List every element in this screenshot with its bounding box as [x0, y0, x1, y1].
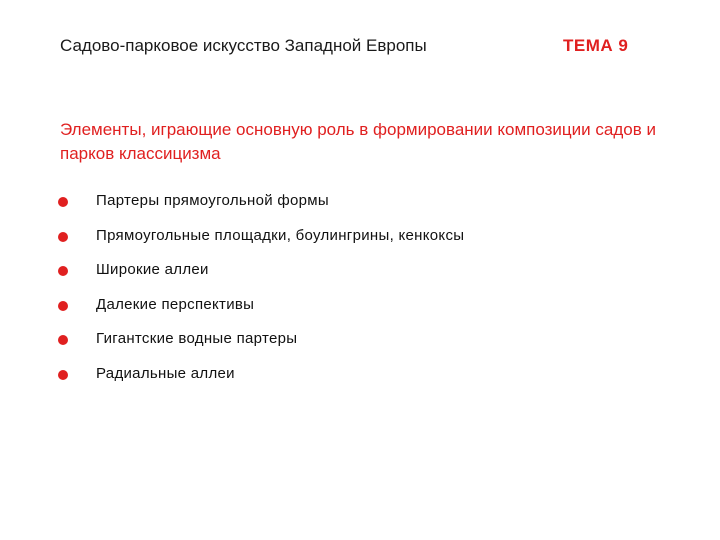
slide-heading: Элементы, играющие основную роль в формировании композиции садов и парков классицизма: [60, 120, 656, 163]
list-item-text: Партеры прямоугольной формы: [96, 192, 329, 209]
topic-label: ТЕМА 9: [563, 36, 629, 55]
list-item: [58, 190, 464, 225]
bullet-dot-icon: [58, 335, 68, 345]
list-item: [58, 259, 464, 294]
list-item-text: Радиальные аллеи: [96, 364, 235, 382]
list-item: [58, 328, 464, 363]
slide-header-title: Садово-парковое искусство Западной Европы: [60, 36, 427, 55]
bullet-dot-icon: [58, 266, 68, 276]
list-item-text: Далекие перспективы: [96, 295, 255, 313]
bullet-dot-icon: [58, 197, 68, 207]
bullet-dot-icon: [58, 232, 68, 242]
list-item-text: Гигантские водные партеры: [96, 330, 298, 347]
bullet-dot-icon: [58, 370, 68, 380]
list-item-text: Прямоугольные площадки, боулингрины, кенкоксы: [96, 226, 465, 244]
bullet-list: [58, 190, 464, 397]
bullet-dot-icon: [58, 301, 68, 311]
list-item: [58, 294, 464, 329]
list-item: [58, 225, 464, 260]
list-item-text: Широкие аллеи: [96, 261, 209, 278]
list-item: [58, 363, 464, 398]
